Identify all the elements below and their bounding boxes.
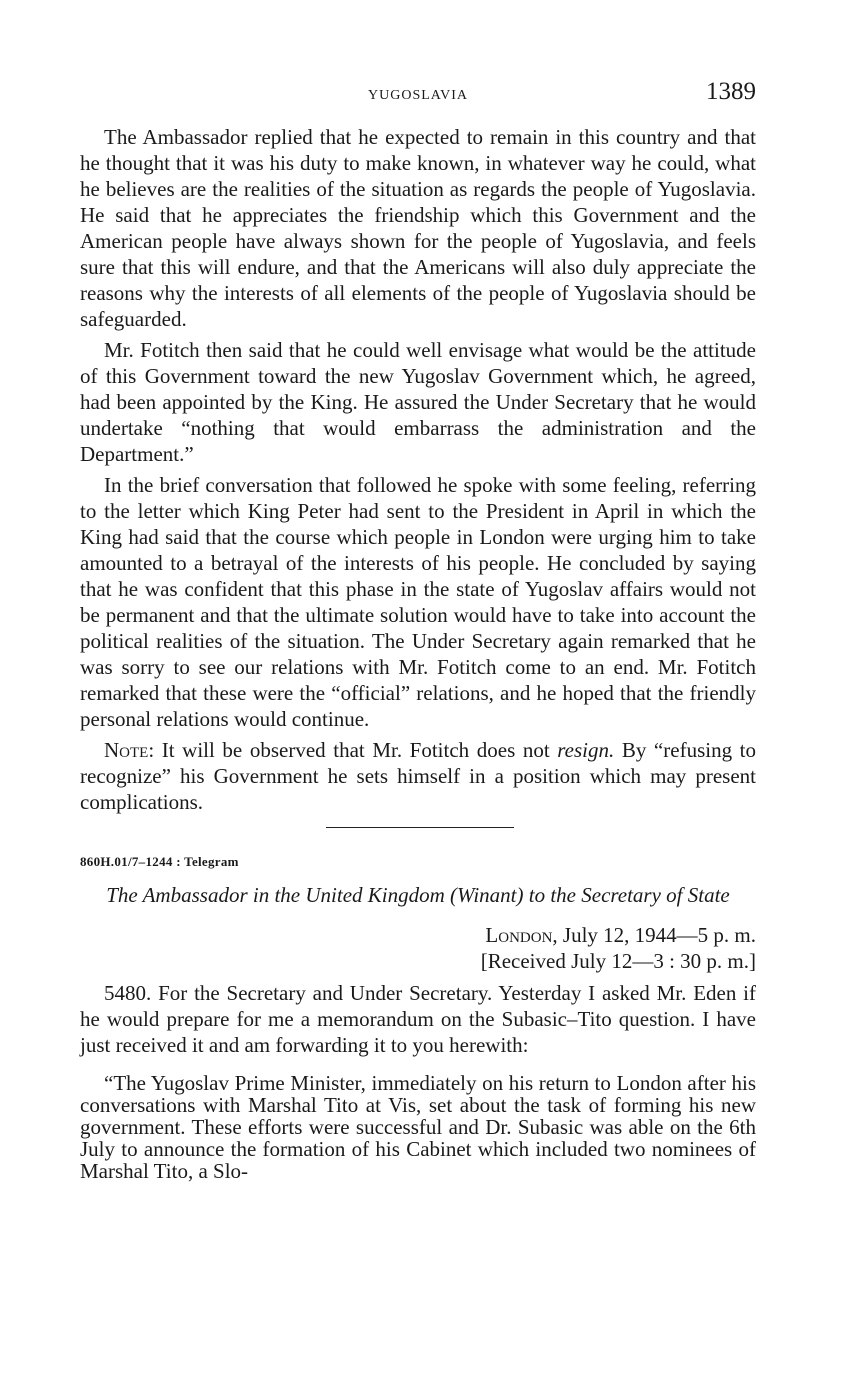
paragraph-fotitch-envisage: Mr. Fotitch then said that he could well envisage what would be the attitude of this Government toward the new Yugoslav Government which, he agreed, had been appointed by the King. He assured the Under Secretary that he would undertake “nothing that would embarrass the administration and the Department.” — [80, 338, 756, 466]
paragraph-brief-conversation: In the brief conversation that followed he spoke with some feeling, referring to the letter which King Peter had sent to the President in April in which the King had said that the course which people in London were urging him to take amounted to a betrayal of the interests of his people. He concluded by saying that he was confident that this phase in the state of Yugoslav affairs would not be permanent and that the ultimate solution would have to take into account the political realities of the situation. The Under Secretary again remarked that he was sorry to see our relations with Mr. Fotitch come to an end. Mr. Fotitch remarked that these were the “official” relations, and he hoped that the friendly personal relations would continue. — [80, 473, 756, 731]
telegram-message: 5480. For the Secretary and Under Secretary. Yesterday I asked Mr. Eden if he would prepare for me a memorandum on the Subasic–Tito question. I have just received it and am forwarding it to you herewith: — [80, 981, 756, 1057]
dateline-sent — [80, 922, 756, 948]
note-paragraph — [80, 737, 756, 815]
running-header — [80, 78, 756, 110]
note-text-after: By “refusing to recognize” his Government he sets himself in a position which may present complications. — [80, 738, 756, 814]
body-text — [80, 124, 756, 1182]
note-text-before: It will be observed that Mr. Fotitch does not — [154, 738, 558, 762]
page-number: 1389 — [706, 78, 756, 105]
note-emphasis: resign. — [557, 738, 615, 762]
paragraph-ambassador-reply: The Ambassador replied that he expected to remain in this country and that he thought that it was his duty to make known, in whatever way he could, what he believes are the realities of the situation as regards the people of Yugoslavia. He said that he appreciates the friendship which this Government and the American people have always shown for the people of Yugoslavia, and feels sure that this will endure, and that the Americans will also duly appreciate the reasons why the interests of all elements of the people of Yugoslavia should be safeguarded. — [80, 125, 756, 331]
section-divider — [326, 827, 514, 828]
dateline-received: [Received July 12—3 : 30 p. m.] — [480, 949, 756, 973]
dateline-place: London — [485, 923, 553, 947]
document-reference: 860H.01/7–1244 : Telegram — [80, 854, 239, 869]
note-label: Note: — [104, 738, 155, 762]
dateline-date: , July 12, 1944—5 p. m. — [552, 923, 756, 947]
dateline — [80, 922, 756, 974]
memorandum-quote: “The Yugoslav Prime Minister, immediately on his return to London after his conversations with Marshal Tito at Vis, set about the task of forming his new government. These efforts were successful and Dr. Subasic was able on the 6th July to announce the formation of his Cabinet which included two nominees of Marshal Tito, a Slo- — [80, 1071, 756, 1183]
running-title: YUGOSLAVIA — [368, 88, 468, 103]
document-title: The Ambassador in the United Kingdom (Winant) to the Secretary of State — [106, 883, 730, 907]
